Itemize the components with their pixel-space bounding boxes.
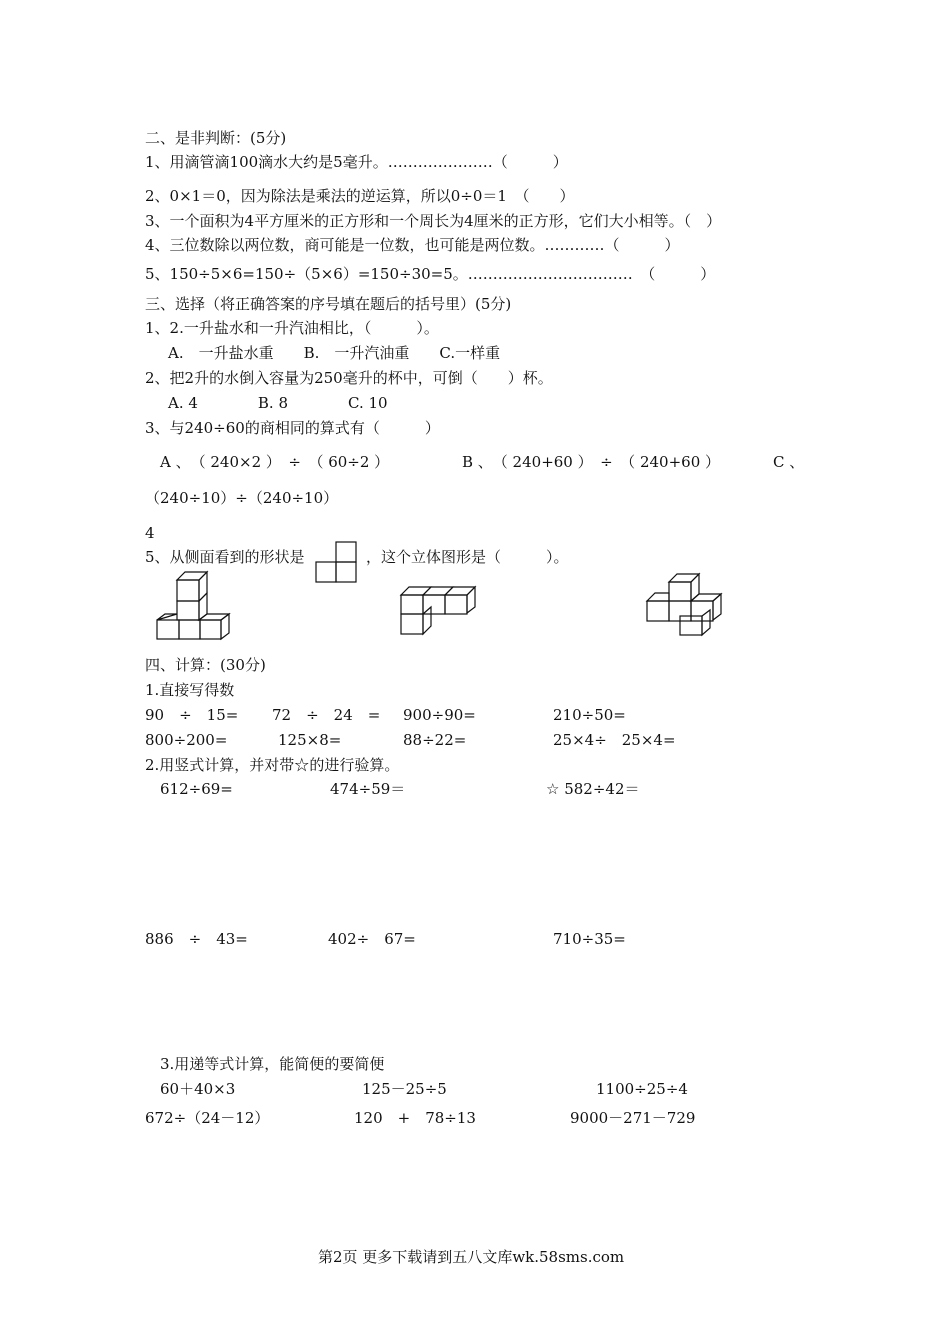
oral-calc-item: 25×4÷ 25×4= [553, 731, 676, 749]
stepwise-calc-item: 125－25÷5 [362, 1080, 447, 1098]
choice-question-3-option-b: B 、 （ 240+60 ） ÷ （ 240+60 ） [462, 453, 721, 471]
oral-calc-heading: 1.直接写得数 [145, 681, 235, 699]
judgement-item-4: 4、三位数除以两位数，商可能是一位数，也可能是两位数。…………（ ） [145, 236, 680, 254]
oral-calc-item: 90 ÷ 15= [145, 706, 239, 724]
vertical-calc-item: 886 ÷ 43= [145, 930, 248, 948]
choice-question-3-option-a: A 、 （ 240×2 ） ÷ （ 60÷2 ） [160, 453, 390, 471]
choice-question-1-options: A. 一升盐水重 B. 一升汽油重 C.一样重 [168, 344, 501, 362]
cube-figure-a [155, 570, 235, 642]
vertical-calc-heading: 2.用竖式计算，并对带☆的进行验算。 [145, 756, 400, 774]
stray-number: 4 [145, 524, 155, 542]
oral-calc-item: 210÷50= [553, 706, 626, 724]
choice-question-1: 1、2.一升盐水和一升汽油相比，（ ）。 [145, 319, 439, 337]
choice-question-5-prefix: 5、从侧面看到的形状是 [145, 548, 305, 566]
choice-question-3: 3、与240÷60的商相同的算式有（ ） [145, 419, 440, 437]
section3-heading: 三、选择（将正确答案的序号填在题后的括号里）(5分) [145, 295, 512, 313]
cube-figure-c [645, 572, 729, 638]
choice-question-2: 2、把2升的水倒入容量为250毫升的杯中，可倒（ ）杯。 [145, 369, 553, 387]
stepwise-calc-item: 672÷（24－12） [145, 1109, 270, 1127]
oral-calc-item: 800÷200= [145, 731, 228, 749]
vertical-calc-item: 402÷ 67= [328, 930, 416, 948]
judgement-item-1: 1、用滴管滴100滴水大约是5毫升。…………………（ ） [145, 153, 568, 171]
side-view-shape [315, 541, 359, 585]
oral-calc-item: 72 ÷ 24 = [272, 706, 381, 724]
vertical-calc-item: 474÷59＝ [330, 780, 406, 798]
judgement-item-5: 5、150÷5×6=150÷（5×6）=150÷30=5。…………………………… （ ） [145, 265, 716, 283]
vertical-calc-item: 612÷69= [160, 780, 233, 798]
stepwise-calc-heading: 3.用递等式计算，能简便的要简便 [160, 1055, 385, 1073]
stepwise-calc-item: 60＋40×3 [160, 1080, 236, 1098]
vertical-calc-item-starred: ☆ 582÷42＝ [546, 780, 640, 798]
choice-question-3-option-c: C 、 [773, 453, 805, 471]
section4-heading: 四、计算：(30分) [145, 656, 266, 674]
cube-figure-b [398, 582, 482, 638]
section2-heading: 二、是非判断：(5分) [145, 129, 287, 147]
oral-calc-item: 125×8= [278, 731, 342, 749]
stepwise-calc-item: 120 + 78÷13 [354, 1109, 476, 1127]
stepwise-calc-item: 9000－271－729 [570, 1109, 696, 1127]
judgement-item-3: 3、一个面积为4平方厘米的正方形和一个周长为4厘米的正方形，它们大小相等。（ ） [145, 212, 722, 230]
choice-question-2-options: A. 4 B. 8 C. 10 [168, 394, 388, 412]
stepwise-calc-item: 1100÷25÷4 [596, 1080, 688, 1098]
oral-calc-item: 88÷22= [403, 731, 467, 749]
page-footer: 第2页 更多下载请到五八文库wk.58sms.com [318, 1248, 625, 1266]
vertical-calc-item: 710÷35= [553, 930, 626, 948]
oral-calc-item: 900÷90= [403, 706, 476, 724]
choice-question-3-option-c-expression: （240÷10）÷（240÷10） [145, 489, 339, 507]
judgement-item-2: 2、0×1＝0，因为除法是乘法的逆运算，所以0÷0＝1 （ ） [145, 187, 575, 205]
choice-question-5-suffix: ，这个立体图形是（ ）。 [366, 548, 569, 566]
